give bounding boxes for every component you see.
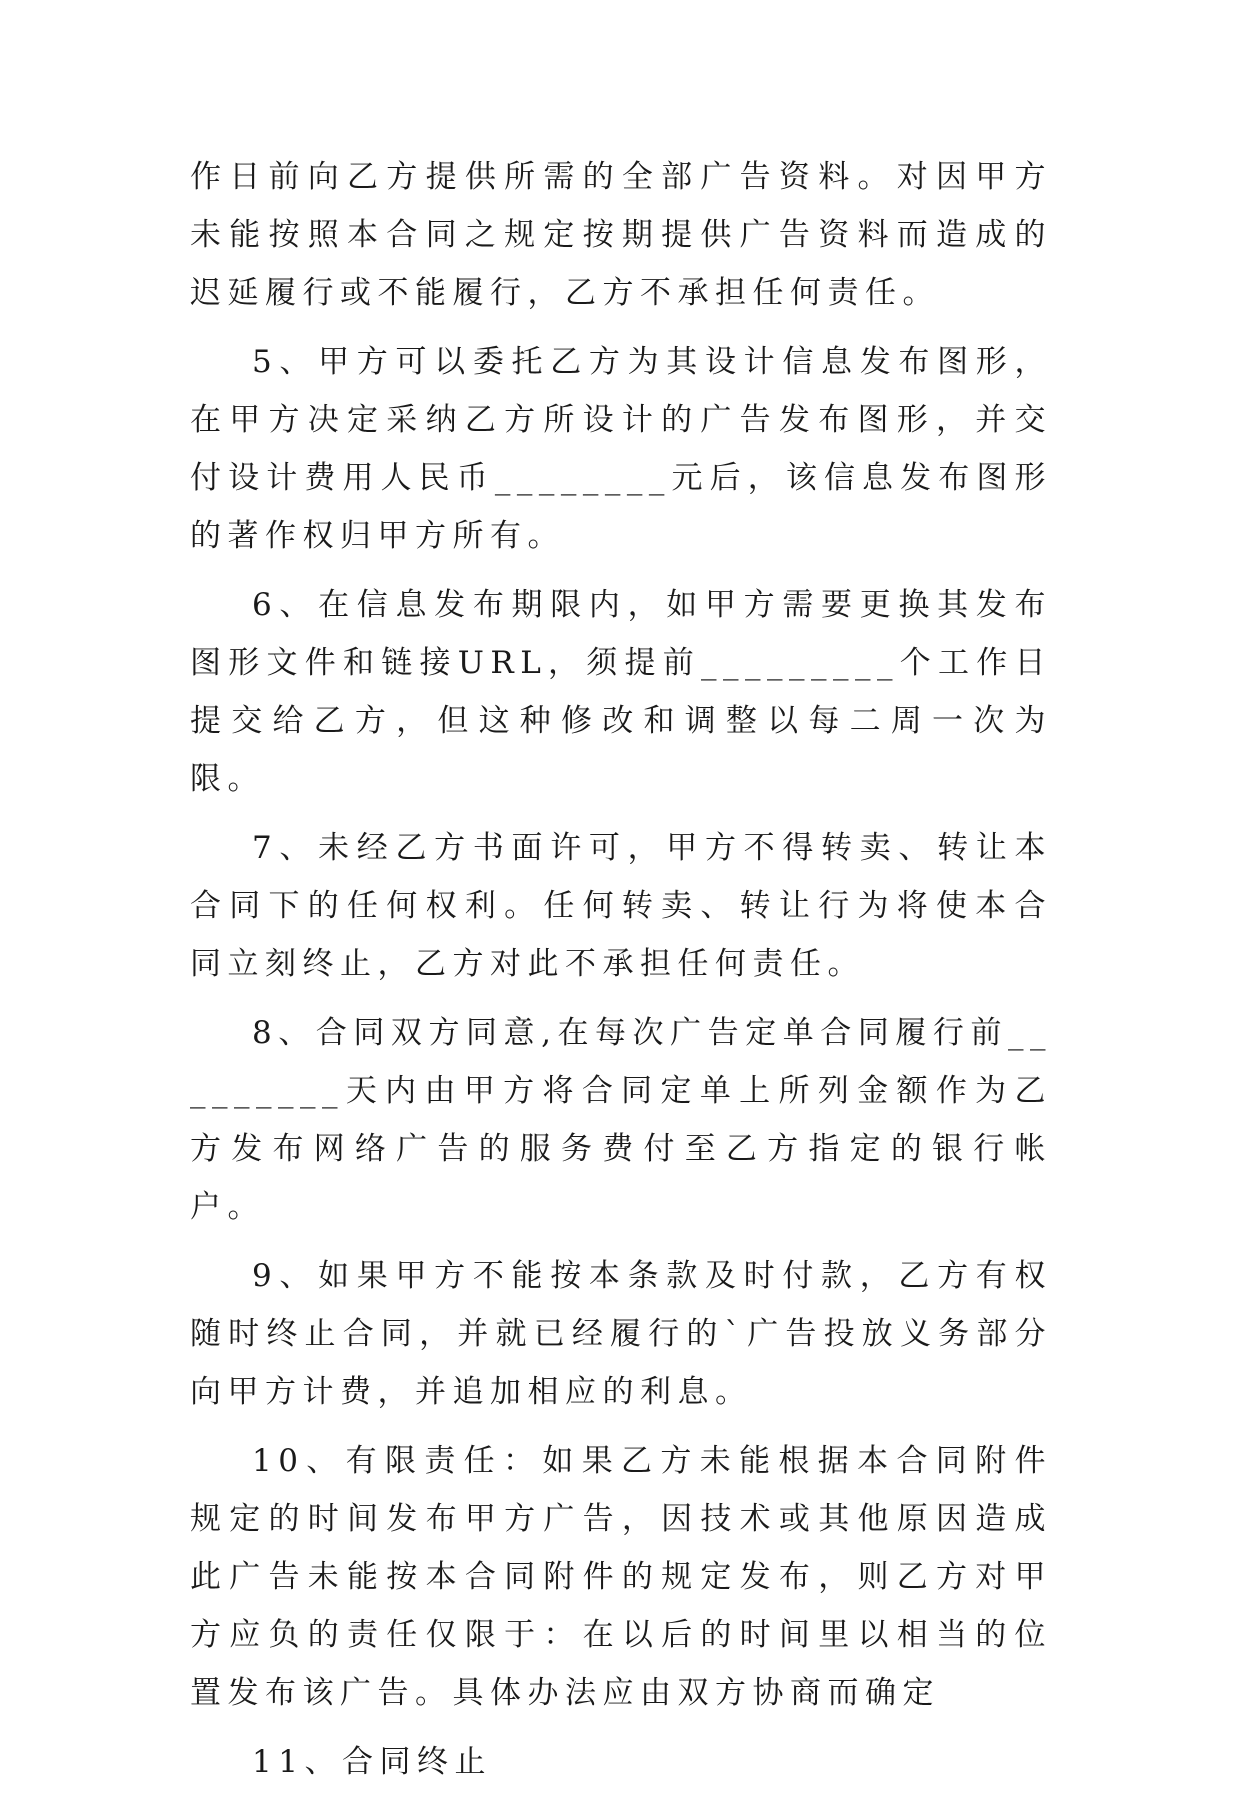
paragraph-clause-9: 9、如果甲方不能按本条款及时付款，乙方有权随时终止合同，并就已经履行的`广告投放义务部分向甲方计费，并追加相应的利息。 bbox=[190, 1258, 1052, 1410]
paragraph-clause-5: 5、甲方可以委托乙方为其设计信息发布图形，在甲方决定采纳乙方所设计的广告发布图形，并交付设计费用人民币________元后，该信息发布图形的著作权归甲方所有。 bbox=[190, 344, 1052, 554]
paragraph-clause-8: 8、合同双方同意,在每次广告定单合同履行前_________天内由甲方将合同定单上所列金额作为乙方发布网络广告的服务费付至乙方指定的银行帐户。 bbox=[190, 1015, 1052, 1225]
paragraph-clause-10: 10、有限责任：如果乙方未能根据本合同附件规定的时间发布甲方广告，因技术或其他原因造成此广告未能按本合同附件的规定发布，则乙方对甲方应负的责任仅限于：在以后的时间里以相当的位置发布该广告。具体办法应由双方协商而确定 bbox=[190, 1443, 1052, 1711]
paragraph-clause-11: 11、合同终止 bbox=[252, 1744, 492, 1780]
paragraph-clause-7: 7、未经乙方书面许可，甲方不得转卖、转让本合同下的任何权利。任何转卖、转让行为将使本合同立刻终止，乙方对此不承担任何责任。 bbox=[190, 830, 1052, 982]
paragraph-clause-6: 6、在信息发布期限内，如甲方需要更换其发布图形文件和链接URL，须提前_________个工作日提交给乙方，但这种修改和调整以每二周一次为限。 bbox=[190, 587, 1052, 797]
paragraph-continued-clause-4: 作日前向乙方提供所需的全部广告资料。对因甲方未能按照本合同之规定按期提供广告资料而造成的迟延履行或不能履行，乙方不承担任何责任。 bbox=[190, 159, 1052, 311]
document-page bbox=[190, 148, 1052, 1802]
